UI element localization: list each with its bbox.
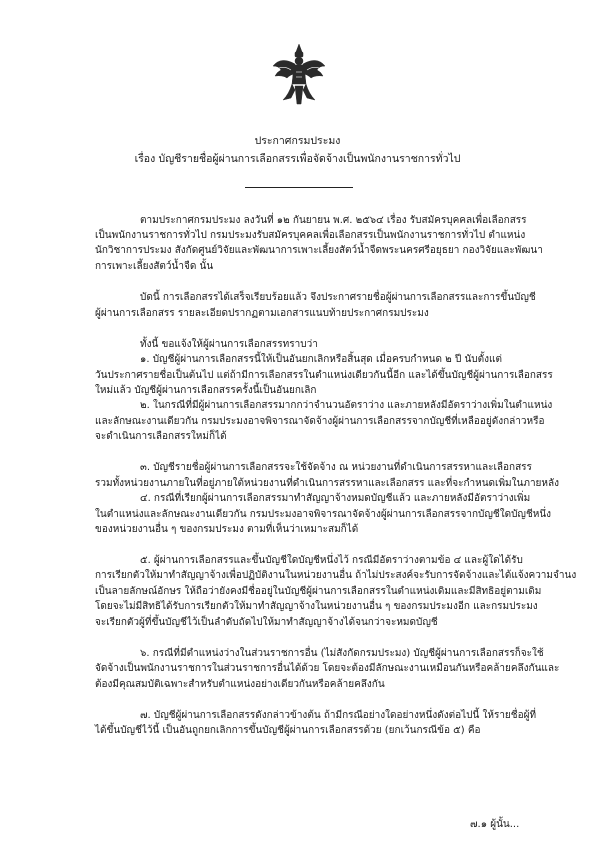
continuation-marker: ๗.๑ ผู้นั้น...	[470, 819, 520, 830]
body-line: การเรียกตัวให้มาทำสัญญาจ้างเพื่อปฏิบัติงานในหน่วยงานอื่น ถ้าไม่ประสงค์จะรับการจัดจ้างและได้แจ้งความจำนง	[95, 570, 577, 581]
body-line: จัดจ้างเป็นพนักงานราชการในส่วนราชการอื่นได้ด้วย โดยจะต้องมีลักษณะงานเหมือนกันหรือคล้ายคลึงกันและ	[95, 663, 560, 674]
clause-3: ๓. บัญชีรายชื่อผู้ผ่านการเลือกสรรจะใช้จัดจ้าง ณ หน่วยงานที่ดำเนินการสรรหาและเลือกสรร	[140, 462, 532, 473]
body-line: ตามประกาศกรมประมง ลงวันที่ ๑๒ กันยายน พ.ศ. ๒๕๖๔ เรื่อง รับสมัครบุคคลเพื่อเลือกสรร	[140, 215, 527, 226]
body-line: ต้องมีคุณสมบัติเฉพาะสำหรับตำแหน่งอย่างเดียวกันหรือคล้ายคลึงกัน	[95, 679, 385, 690]
body-line: ใหม่แล้ว บัญชีผู้ผ่านการเลือกสรรครั้งนี้เป็นอันยกเลิก	[95, 385, 317, 396]
body-line: ได้ขึ้นบัญชีไว้นี้ เป็นอันถูกยกเลิกการขึ้นบัญชีผู้ผ่านการเลือกสรรด้วย (ยกเว้นกรณีข้อ ๕) คือ	[95, 725, 481, 736]
body-line: ของหน่วยงานอื่น ๆ ของกรมประมง ตามที่เห็นว่าเหมาะสมก็ได้	[95, 524, 359, 535]
body-line: และลักษณะงานเดียวกัน กรมประมงอาจพิจารณาจัดจ้างผู้ผ่านการเลือกสรรจากบัญชีที่เหลืออยู่ดังกล่าวหรือ	[95, 416, 545, 427]
body-line: รวมทั้งหน่วยงานภายในที่อยู่ภายใต้หน่วยงานที่ดำเนินการสรรหาและเลือกสรร และที่จะกำหนดเพิ่มในภายหลัง	[95, 478, 560, 489]
announcement-title: ประกาศกรมประมง	[254, 135, 341, 147]
body-line: ผู้ผ่านการเลือกสรร รายละเอียดปรากฏตามเอกสารแนบท้ายประกาศกรมประมง	[95, 308, 429, 319]
clause-1: ๑. บัญชีผู้ผ่านการเลือกสรรนี้ให้เป็นอันยกเลิกหรือสิ้นสุด เมื่อครบกำหนด ๒ ปี นับตั้งแต่	[140, 354, 502, 365]
body-line: วันประกาศรายชื่อเป็นต้นไป แต่ถ้ามีการเลือกสรรในตำแหน่งเดียวกันนี้อีก และได้ขึ้นบัญชีผู้ผ่านการเลือกสรร	[95, 370, 553, 381]
announcement-subject: เรื่อง บัญชีรายชื่อผู้ผ่านการเลือกสรรเพื่อจัดจ้างเป็นพนักงานราชการทั่วไป	[134, 153, 461, 165]
clause-4: ๔. กรณีที่เรียกผู้ผ่านการเลือกสรรมาทำสัญญาจ้างหมดบัญชีแล้ว และภายหลังมีอัตราว่างเพิ่ม	[140, 493, 531, 504]
garuda-emblem-icon	[271, 42, 327, 106]
body-line: ทั้งนี้ ขอแจ้งให้ผู้ผ่านการเลือกสรรทราบว่า	[140, 339, 318, 350]
title-divider	[245, 187, 353, 188]
clause-5: ๕. ผู้ผ่านการเลือกสรรและขึ้นบัญชีใดบัญชีหนึ่งไว้ กรณีมีอัตราว่างตามข้อ ๔ และผู้ใดได้รับ	[140, 555, 523, 566]
body-line: โดยจะไม่มีสิทธิได้รับการเรียกตัวให้มาทำสัญญาจ้างในหน่วยงานอื่น ๆ ของกรมประมงอีก และกรมประมง	[95, 601, 538, 612]
body-line: จะดำเนินการเลือกสรรใหม่ก็ได้	[95, 431, 227, 442]
body-line: ในตำแหน่งและลักษณะงานเดียวกัน กรมประมงอาจพิจารณาจัดจ้างผู้ผ่านการเลือกสรรจากบัญชีใดบัญชีหนึ่ง	[95, 509, 552, 520]
body-line: บัดนี้ การเลือกสรรได้เสร็จเรียบร้อยแล้ว จึงประกาศรายชื่อผู้ผ่านการเลือกสรรและการขึ้นบัญชี	[140, 292, 536, 303]
clause-2: ๒. ในกรณีที่มีผู้ผ่านการเลือกสรรมากกว่าจำนวนอัตราว่าง และภายหลังมีอัตราว่างเพิ่มในตำแหน่ง	[140, 400, 553, 411]
body-line: เป็นลายลักษณ์อักษร ให้ถือว่ายังคงมีชื่ออยู่ในบัญชีผู้ผ่านการเลือกสรรในตำแหน่งเดิมและมีสิทธิอยู่ตามเดิม	[95, 586, 542, 597]
body-line: จะเรียกตัวผู้ที่ขึ้นบัญชีไว้เป็นลำดับถัดไปให้มาทำสัญญาจ้างได้จนกว่าจะหมดบัญชี	[95, 617, 438, 628]
body-line: เป็นพนักงานราชการทั่วไป กรมประมงรับสมัครบุคคลเพื่อเลือกสรรเป็นพนักงานราชการทั่วไป ตำแหน่ง	[95, 230, 526, 241]
clause-7: ๗. บัญชีผู้ผ่านการเลือกสรรดังกล่าวข้างต้น ถ้ามีกรณีอย่างใดอย่างหนึ่งดังต่อไปนี้ ให้รายชื่อผู้ที่	[140, 710, 537, 721]
body-line: นักวิชาการประมง สังกัดศูนย์วิจัยและพัฒนาการเพาะเลี้ยงสัตว์น้ำจืดพระนครศรีอยุธยา กองวิจัยและพัฒนา	[95, 245, 543, 256]
clause-6: ๖. กรณีที่มีตำแหน่งว่างในส่วนราชการอื่น (ไม่สังกัดกรมประมง) บัญชีผู้ผ่านการเลือกสรรก็จะใช้	[140, 648, 544, 659]
body-line: การเพาะเลี้ยงสัตว์น้ำจืด นั้น	[95, 261, 214, 272]
